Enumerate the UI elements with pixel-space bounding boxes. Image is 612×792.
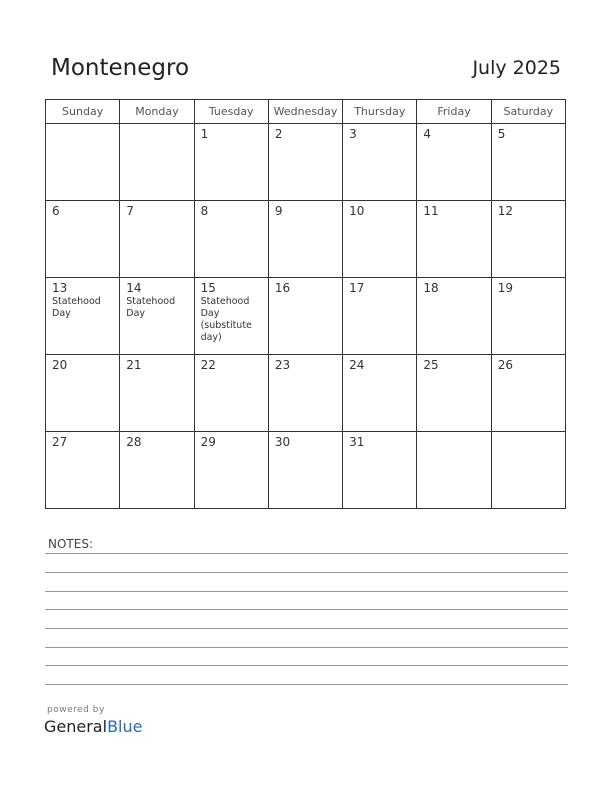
day-cell: [268, 124, 342, 201]
day-number: 5: [497, 127, 506, 141]
calendar-month-title: July 2025: [472, 57, 561, 79]
notes-line: [45, 572, 568, 573]
notes-line: [45, 591, 568, 592]
calendar-country-title: Montenegro: [51, 55, 190, 81]
day-number: 4: [423, 127, 432, 141]
day-number: 25: [423, 358, 439, 372]
day-number: 9: [274, 204, 283, 218]
powered-by-text: powered by: [47, 705, 105, 715]
weekday-header: Saturday: [491, 100, 565, 124]
day-cell: [194, 278, 268, 355]
day-cell: [120, 355, 194, 432]
day-number: 3: [349, 127, 357, 141]
notes-line: [45, 684, 568, 685]
day-cell: [491, 432, 565, 509]
day-cell: [417, 278, 491, 355]
day-number: 6: [52, 204, 60, 218]
day-number: 2: [274, 127, 283, 141]
day-number: 13: [52, 281, 68, 295]
day-cell: [343, 432, 417, 509]
day-cell: [343, 278, 417, 355]
day-cell: [491, 355, 565, 432]
day-number: 22: [200, 358, 216, 372]
calendar-grid: [45, 99, 566, 509]
day-number: 27: [52, 435, 68, 449]
generalblue-logo: [44, 717, 142, 736]
day-cell: [268, 278, 342, 355]
day-cell: [46, 355, 120, 432]
notes-line: [45, 553, 568, 554]
day-cell: [417, 124, 491, 201]
day-number: 16: [274, 281, 291, 295]
notes-line: [45, 647, 568, 648]
day-cell: [46, 124, 120, 201]
day-number: 23: [274, 358, 291, 372]
day-number: 30: [274, 435, 291, 449]
day-cell: [491, 124, 565, 201]
day-number: 20: [52, 358, 68, 372]
day-cell: [343, 201, 417, 278]
day-cell: [417, 201, 491, 278]
day-number: 18: [423, 281, 439, 295]
week-row: [46, 201, 566, 278]
logo-blue-text: Blue: [107, 717, 143, 736]
day-number: 8: [200, 204, 209, 218]
day-cell: [194, 124, 268, 201]
day-number: 12: [497, 204, 513, 218]
notes-line: [45, 609, 568, 610]
day-cell: [491, 201, 565, 278]
day-cell: [120, 201, 194, 278]
day-number: 10: [349, 204, 365, 218]
day-cell: [268, 201, 342, 278]
day-cell: [268, 432, 342, 509]
day-cell: [194, 355, 268, 432]
holiday-label: Statehood Day (substitute day): [200, 296, 252, 343]
day-cell: [343, 124, 417, 201]
day-cell: [417, 355, 491, 432]
day-cell: [417, 432, 491, 509]
day-number: 14: [126, 281, 142, 295]
day-cell: [491, 278, 565, 355]
week-row: [46, 124, 566, 201]
day-number: 21: [126, 358, 142, 372]
weekday-header: Tuesday: [194, 100, 268, 124]
weekday-header: Sunday: [46, 100, 120, 124]
day-number: 1: [200, 127, 209, 141]
weekday-header-row: [46, 100, 566, 124]
week-row: [46, 432, 566, 509]
day-number: 24: [349, 358, 365, 372]
day-cell: [120, 278, 194, 355]
day-number: 19: [497, 281, 513, 295]
weekday-header: Wednesday: [268, 100, 342, 124]
notes-line: [45, 665, 568, 666]
weekday-header: Monday: [120, 100, 194, 124]
weekday-header: Thursday: [343, 100, 417, 124]
day-cell: [194, 432, 268, 509]
day-number: 29: [200, 435, 216, 449]
day-cell: [120, 432, 194, 509]
day-number: 11: [423, 204, 439, 218]
notes-line: [45, 628, 568, 629]
day-cell: [46, 201, 120, 278]
day-number: 17: [349, 281, 365, 295]
day-number: 26: [497, 358, 513, 372]
logo-general-text: General: [44, 717, 108, 736]
day-number: 28: [126, 435, 142, 449]
notes-label: NOTES:: [48, 537, 93, 551]
day-cell: [343, 355, 417, 432]
day-cell: [46, 432, 120, 509]
weekday-header: Friday: [417, 100, 491, 124]
day-cell: [268, 355, 342, 432]
week-row: [46, 278, 566, 355]
day-number: 31: [349, 435, 365, 449]
holiday-label: Statehood Day: [52, 296, 101, 319]
day-number: 15: [200, 281, 216, 295]
day-cell: [194, 201, 268, 278]
holiday-label: Statehood Day: [126, 296, 176, 319]
day-cell: [46, 278, 120, 355]
day-number: 7: [126, 204, 134, 218]
week-row: [46, 355, 566, 432]
day-cell: [120, 124, 194, 201]
